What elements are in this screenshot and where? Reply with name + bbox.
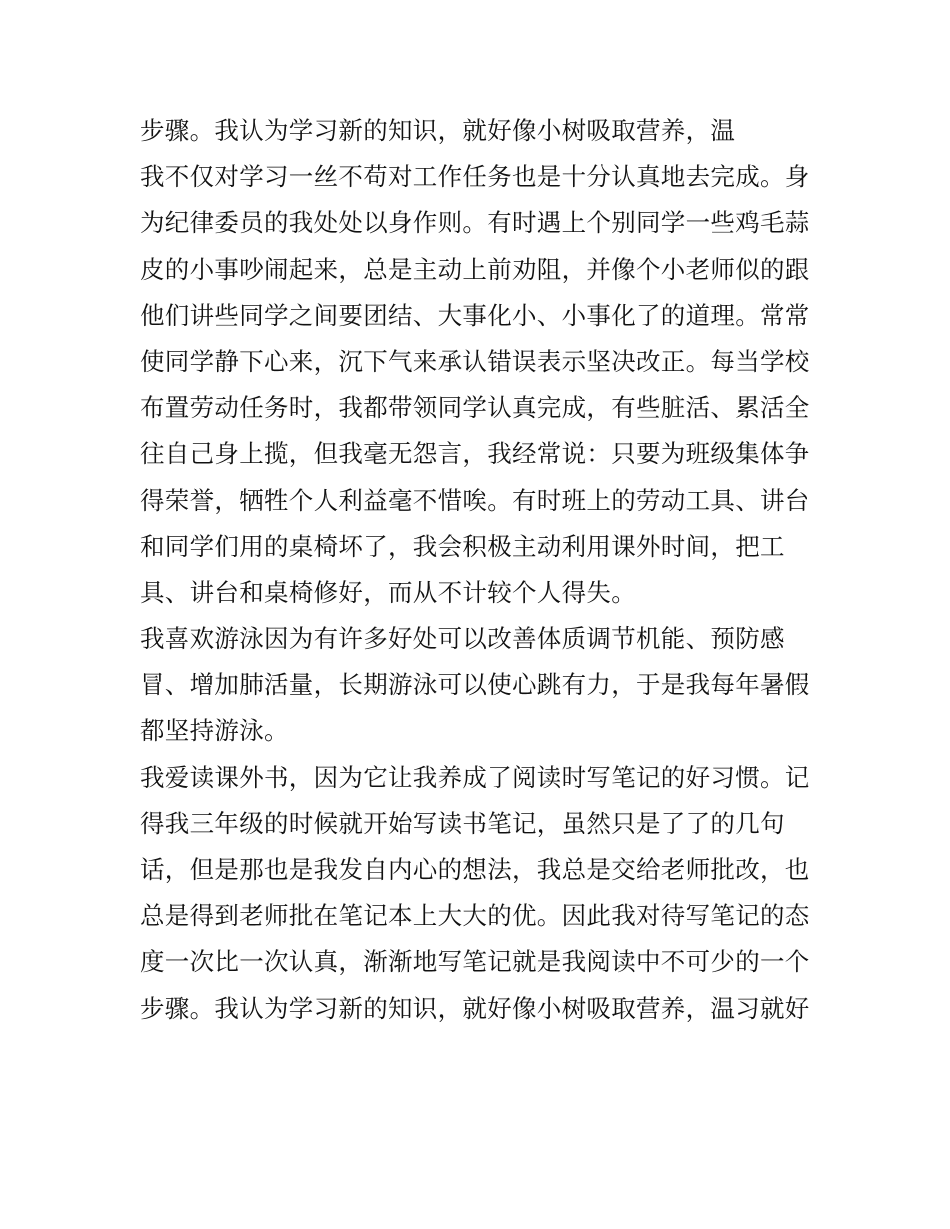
text-line: 步骤。我认为学习新的知识，就好像小树吸取营养，温 (140, 116, 736, 145)
text-line: 度一次比一次认真，渐渐地写笔记就是我阅读中不可少的一个 (140, 947, 810, 977)
text-line: 话，但是那也是我发自内心的想法，我总是交给老师批改，也 (140, 855, 810, 884)
text-line: 步骤。我认为学习新的知识，就好像小树吸取营养，温习就好 (140, 993, 810, 1023)
text-line: 都坚持游泳。 (140, 716, 289, 746)
text-line: 得我三年级的时候就开始写读书笔记，虽然只是了了的几句 (140, 808, 785, 838)
text-line: 我爱读课外书，因为它让我养成了阅读时写笔记的好习惯。记 (140, 762, 810, 792)
text-line: 他们讲些同学之间要团结、大事化小、小事化了的道理。常常 (140, 300, 810, 330)
text-line: 为纪律委员的我处处以身作则。有时遇上个别同学一些鸡毛蒜 (140, 208, 810, 238)
text-line: 总是得到老师批在笔记本上大大的优。因此我对待写笔记的态 (140, 901, 810, 931)
text-line: 得荣誉，牺牲个人利益毫不惜唉。有时班上的劳动工具、讲台 (140, 485, 810, 515)
text-line: 冒、增加肺活量，长期游泳可以使心跳有力，于是我每年暑假 (140, 670, 810, 700)
text-line: 往自己身上揽，但我毫无怨言，我经常说：只要为班级集体争 (140, 439, 810, 469)
text-line: 我喜欢游泳因为有许多好处可以改善体质调节机能、预防感 (140, 624, 785, 654)
document-body (140, 108, 820, 1032)
text-line: 使同学静下心来，沉下气来承认错误表示坚决改正。每当学校 (140, 346, 810, 376)
text-line: 和同学们用的桌椅坏了，我会积极主动利用课外时间，把工 (140, 531, 785, 561)
text-line: 我不仅对学习一丝不苟对工作任务也是十分认真地去完成。身 (140, 162, 810, 192)
text-line: 布置劳动任务时，我都带领同学认真完成，有些脏活、累活全 (140, 393, 810, 423)
text-line: 具、讲台和桌椅修好，而从不计较个人得失。 (140, 577, 636, 607)
text-line: 皮的小事吵闹起来，总是主动上前劝阻，并像个小老师似的跟 (140, 254, 810, 284)
